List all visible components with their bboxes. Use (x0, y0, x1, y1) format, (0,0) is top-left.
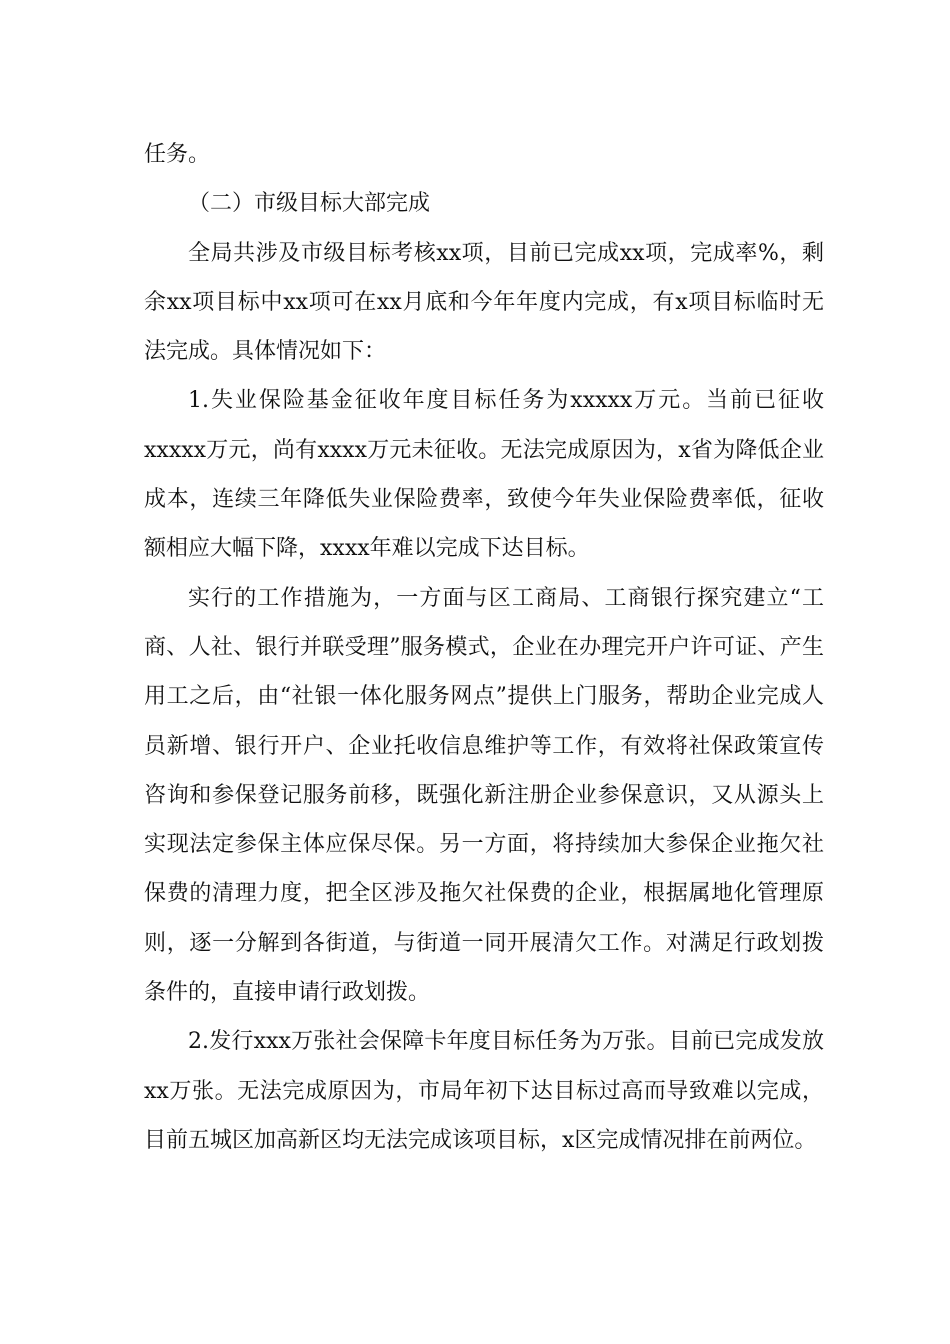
document-body (144, 130, 824, 1165)
paragraph-item-1: 1.失业保险基金征收年度目标任务为xxxxx万元。当前已征收xxxxx万元，尚有xxxx万元未征收。无法完成原因为，x省为降低企业成本，连续三年降低失业保险费率，致使今年失业保险费率低，征收额相应大幅下降，xxxx年难以完成下达目标。 (144, 388, 824, 562)
paragraph-continuation: 任务。 (144, 142, 211, 167)
paragraph-item-2: 2.发行xxx万张社会保障卡年度目标任务为万张。目前已完成发放xx万张。无法完成原因为，市局年初下达目标过高而导致难以完成，目前五城区加高新区均无法完成该项目标，x区完成情况排在前两位。 (144, 1029, 824, 1153)
paragraph-measures: 实行的工作措施为，一方面与区工商局、工商银行探究建立“工商、人社、银行并联受理”服务模式，企业在办理完开户许可证、产生用工之后，由“社银一体化服务网点”提供上门服务，帮助企业完成人员新增、银行开户、企业托收信息维护等工作，有效将社保政策宣传咨询和参保登记服务前移，既强化新注册企业参保意识，又从源头上实现法定参保主体应保尽保。另一方面，将持续加大参保企业拖欠社保费的清理力度，把全区涉及拖欠社保费的企业，根据属地化管理原则，逐一分解到各街道，与街道一同开展清欠工作。对满足行政划拨条件的，直接申请行政划拨。 (144, 585, 824, 1006)
section-heading: （二）市级目标大部完成 (188, 191, 431, 217)
paragraph-summary: 全局共涉及市级目标考核xx项，目前已完成xx项，完成率%，剩余xx项目标中xx项可在xx月底和今年年度内完成，有x项目标临时无法完成。具体情况如下： (144, 240, 824, 365)
